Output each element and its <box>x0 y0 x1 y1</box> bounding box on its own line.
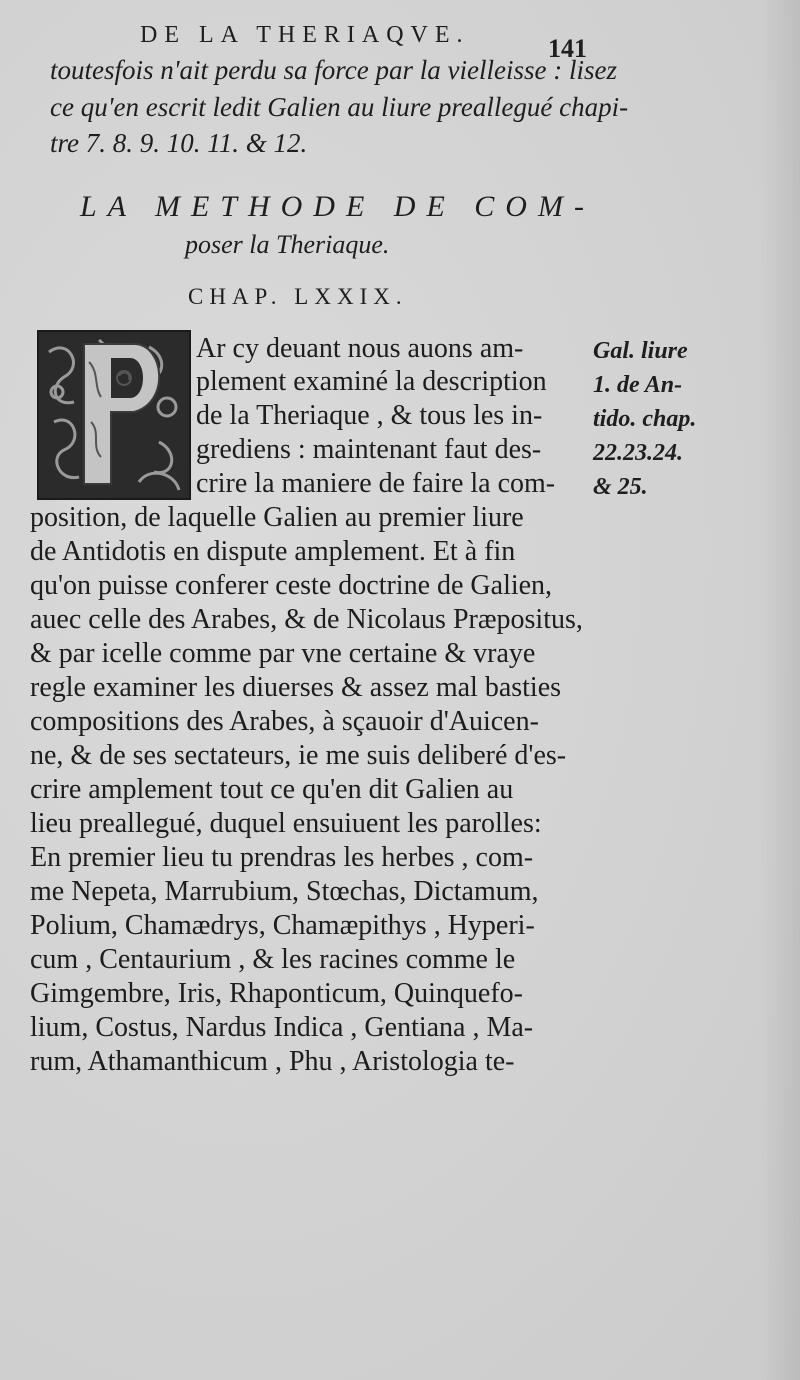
margin-note-line: Gal. liure <box>593 338 688 364</box>
margin-note-line: & 25. <box>593 474 648 500</box>
page-edge-shadow <box>760 0 800 1380</box>
body-text-line: rum, Athamanthicum , Phu , Aristologia te- <box>30 1046 515 1077</box>
chapter-title-continued: poser la Theriaque. <box>185 230 390 259</box>
body-text-line: regle examiner les diuerses & assez mal basties <box>30 672 562 703</box>
body-text-line: & par icelle comme par vne certaine & vraye <box>30 638 536 669</box>
body-text-line: plement examiné la description <box>196 366 547 397</box>
chapter-title: LA METHODE DE COM- <box>80 190 595 223</box>
body-text-line: cum , Centaurium , & les racines comme le <box>30 944 516 975</box>
running-head: DE LA THERIAQVE. <box>140 22 470 48</box>
top-text-line: tre 7. 8. 9. 10. 11. & 12. <box>50 128 308 158</box>
body-text-line: position, de laquelle Galien au premier liure <box>30 502 524 533</box>
body-text-line: auec celle des Arabes, & de Nicolaus Præpositus, <box>30 604 583 635</box>
margin-note-line: tido. chap. <box>593 406 697 432</box>
page-number: 141 <box>548 34 587 63</box>
body-text-line: ne, & de ses sectateurs, ie me suis deliberé d'es- <box>30 740 567 771</box>
floral-ornament-icon <box>39 332 189 498</box>
body-text-line: de la Theriaque , & tous les in- <box>196 400 543 431</box>
body-text-line: me Nepeta, Marrubium, Stœchas, Dictamum, <box>30 876 539 907</box>
body-text-line: Gimgembre, Iris, Rhaponticum, Quinquefo- <box>30 978 524 1009</box>
body-text-line: qu'on puisse conferer ceste doctrine de Galien, <box>30 570 553 601</box>
body-text-line: grediens : maintenant faut des- <box>196 434 542 465</box>
chapter-number: CHAP. LXXIX. <box>188 284 408 309</box>
body-text-line: lium, Costus, Nardus Indica , Gentiana , Ma- <box>30 1012 534 1043</box>
top-text-line: ce qu'en escrit ledit Galien au liure preallegué chapi- <box>50 92 629 122</box>
body-text-line: crire amplement tout ce qu'en dit Galien au <box>30 774 514 805</box>
ornamental-initial-p <box>37 330 191 500</box>
body-text-line: lieu preallegué, duquel ensuiuent les parolles: <box>30 808 542 839</box>
body-text-line: En premier lieu tu prendras les herbes , com- <box>30 842 534 873</box>
top-text-line: toutesfois n'ait perdu sa force par la vielleisse : lisez <box>50 55 617 85</box>
body-text-line: Ar cy deuant nous auons am- <box>196 333 524 364</box>
margin-note-line: 22.23.24. <box>593 440 683 466</box>
body-text-line: Polium, Chamædrys, Chamæpithys , Hyperi- <box>30 910 535 941</box>
body-text-line: compositions des Arabes, à sçauoir d'Auicen- <box>30 706 539 737</box>
margin-note-line: 1. de An- <box>593 372 683 398</box>
body-text-line: de Antidotis en dispute amplement. Et à fin <box>30 536 516 567</box>
body-text-line: crire la maniere de faire la com- <box>196 468 556 499</box>
